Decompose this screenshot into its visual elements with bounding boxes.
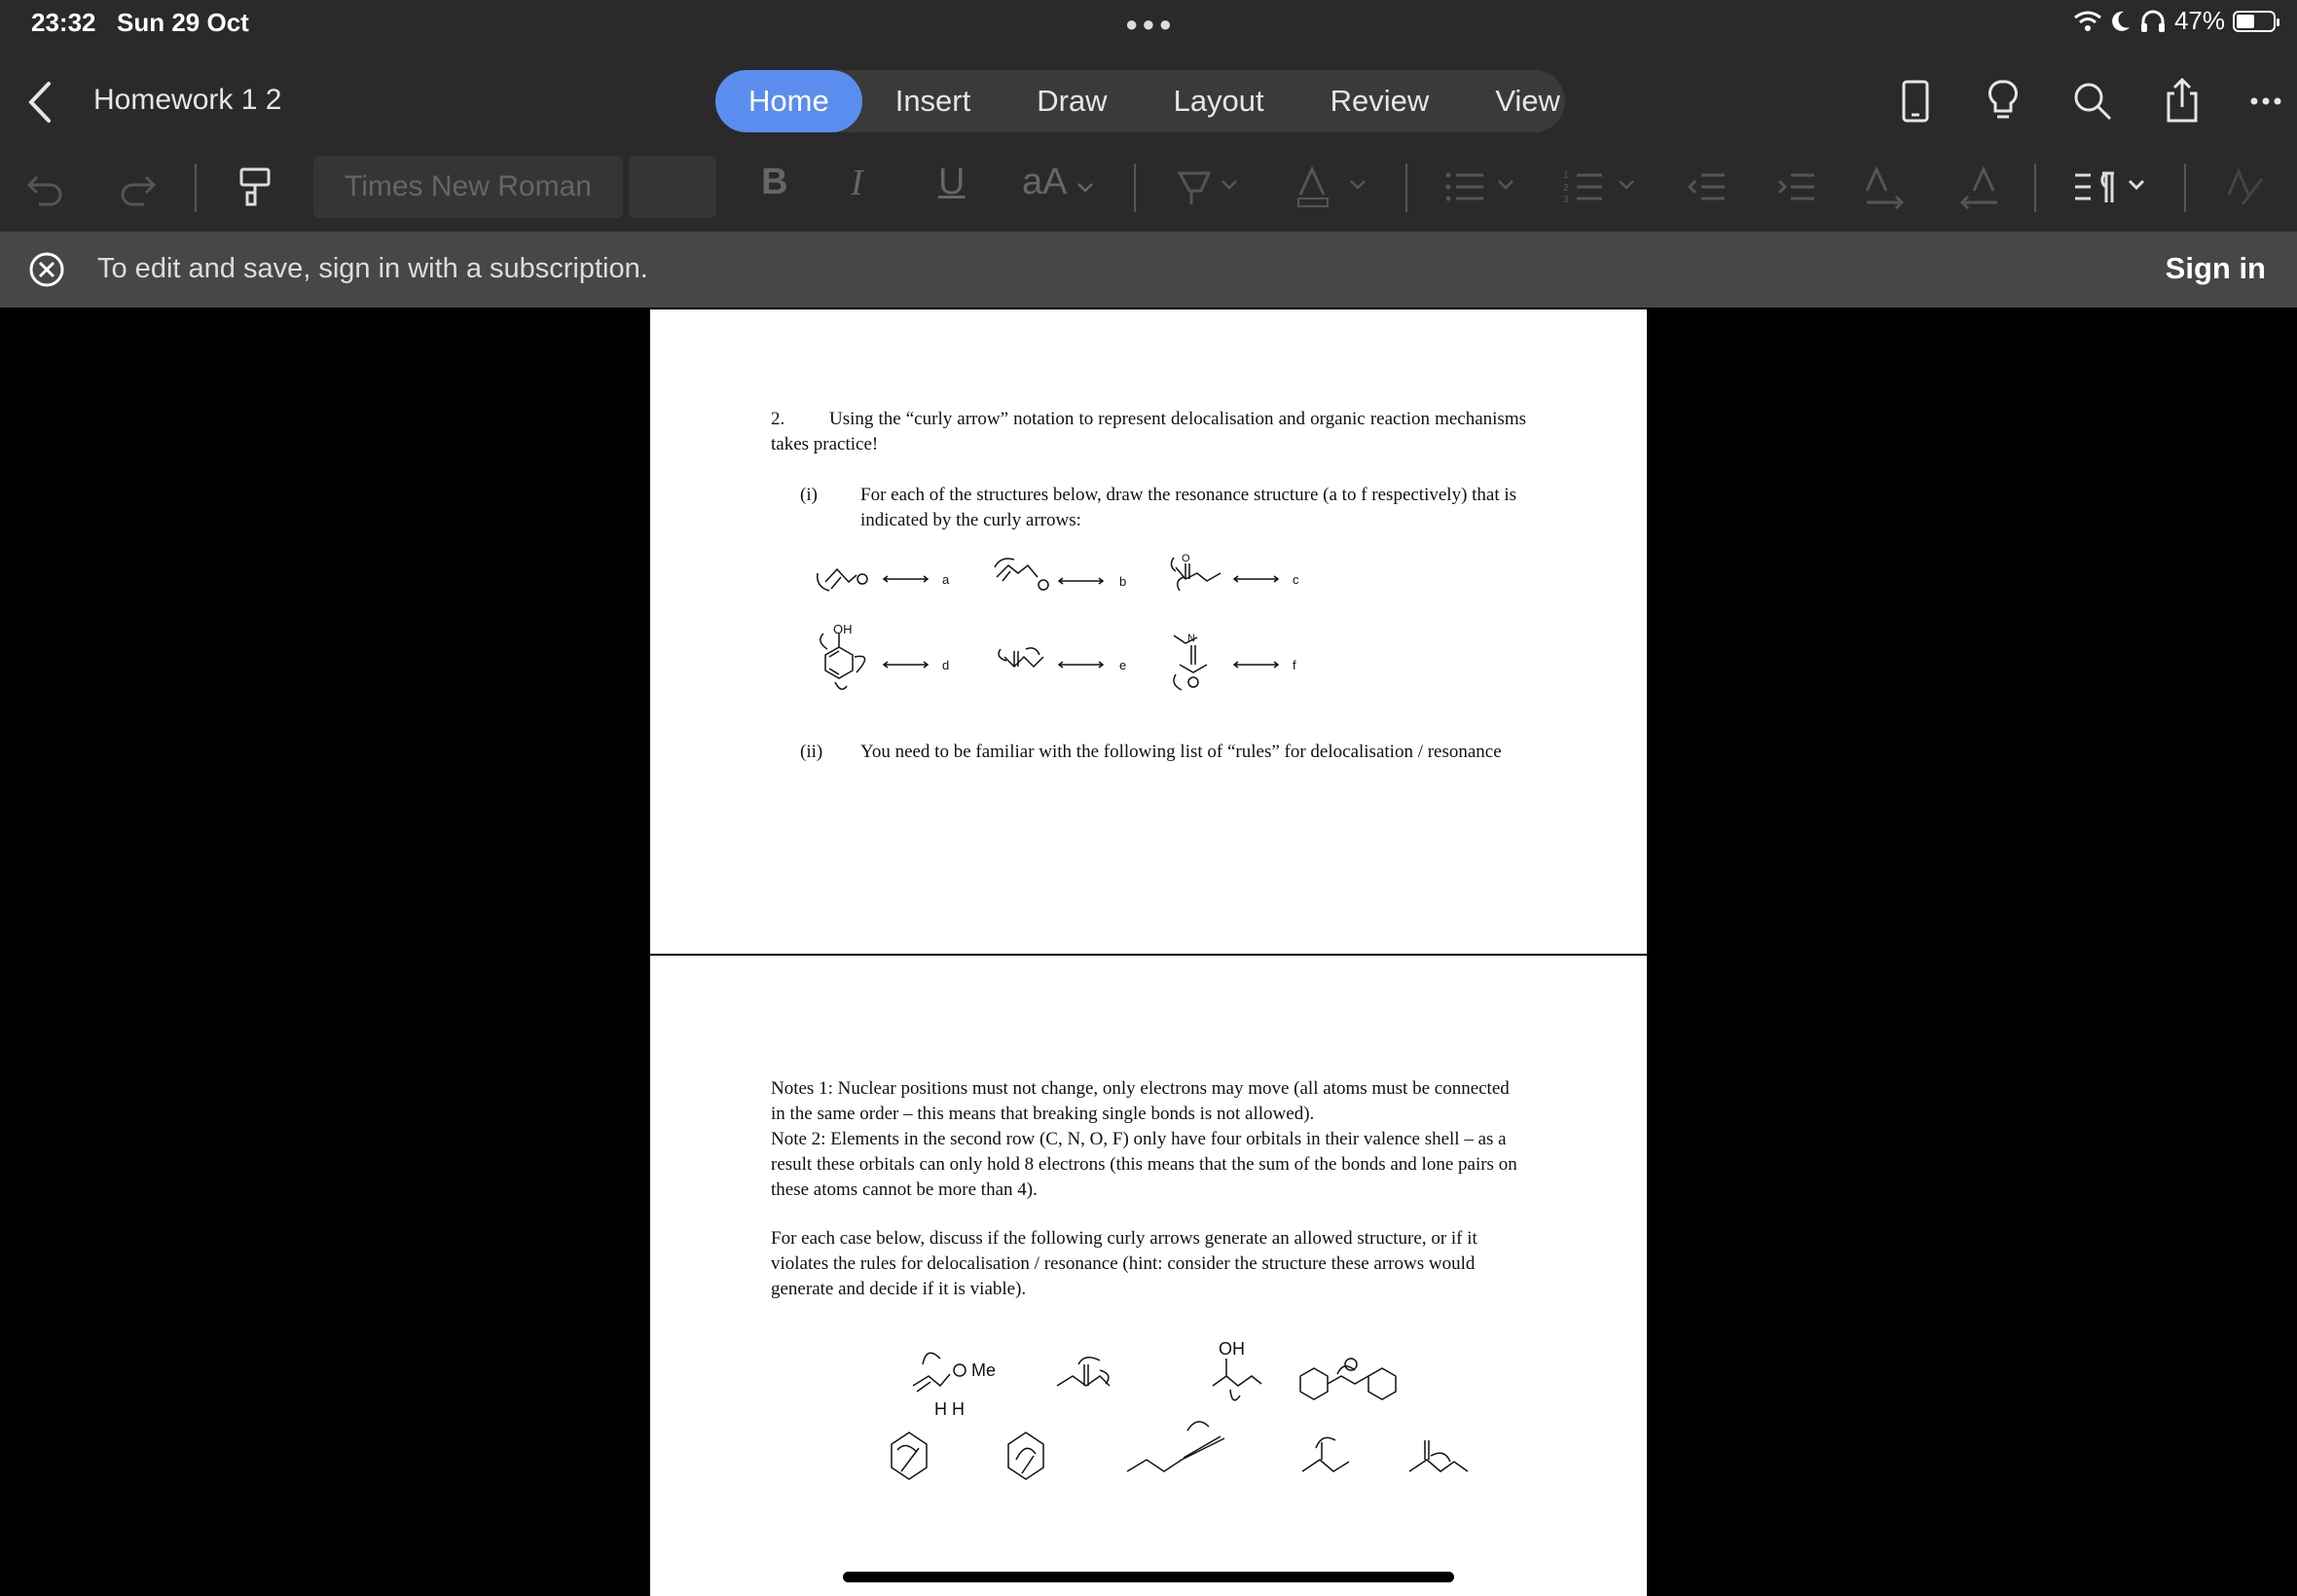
resonance-structures [806, 548, 1390, 704]
part-ii-text: You need to be familiar with the following list of “rules” for delocalisation / resonance [860, 742, 1502, 762]
font-size-box[interactable] [629, 156, 716, 218]
paragraph-marks-icon[interactable] [2071, 165, 2149, 210]
part-i-label: (i) [800, 485, 818, 505]
instruction-text: For each case below, discuss if the following curly arrows generate an allowed structure, or if it violates the rules for delocalisation / resonance (hint: consider the structure these arrows would generate and decide if it is viable). [771, 1228, 1477, 1299]
highlight-icon[interactable] [1176, 165, 1244, 210]
question-text: Using the “curly arrow” notation to represent delocalisation and organic reaction mechanisms takes practice! [771, 409, 1526, 454]
part-ii-label: (ii) [800, 742, 823, 762]
label-d: d [942, 658, 950, 672]
tab-layout[interactable]: Layout [1173, 84, 1264, 118]
subscription-banner [0, 232, 2297, 308]
question-number: 2. [771, 409, 785, 429]
svg-text:3: 3 [1563, 195, 1569, 205]
status-bar [0, 0, 2297, 49]
wifi-icon [2073, 10, 2102, 33]
tab-view[interactable]: View [1495, 84, 1560, 118]
label-a: a [942, 572, 950, 587]
notes-2: Note 2: Elements in the second row (C, N, O, F) only have four orbitals in their valence shell – as a result these orbitals can only hold 8 electrons (this means that the sum of the bonds and lone pairs on these atoms cannot be more than 4). [771, 1129, 1517, 1200]
o-label: O [1182, 553, 1190, 564]
font-color-icon[interactable] [1294, 165, 1372, 210]
document-page-1 [650, 309, 1647, 954]
document-page-2 [650, 956, 1647, 1596]
document-title[interactable]: Homework 1 2 [93, 84, 282, 116]
label-b: b [1119, 574, 1127, 589]
font-name-box[interactable]: Times New Roman [313, 156, 623, 218]
italic-button[interactable]: I [851, 163, 863, 203]
lightbulb-icon[interactable] [1984, 76, 2023, 127]
oh-label-2: OH [1219, 1339, 1245, 1359]
share-icon[interactable] [2161, 76, 2204, 127]
n-label: N [1187, 633, 1195, 644]
more-icon[interactable] [2248, 76, 2287, 127]
tab-insert[interactable]: Insert [894, 84, 971, 118]
oh-label: OH [833, 622, 853, 636]
bold-button[interactable]: B [761, 162, 788, 202]
ribbon-tabs [715, 70, 1565, 132]
back-chevron-icon[interactable] [21, 78, 60, 127]
label-f: f [1293, 658, 1296, 672]
tab-review[interactable]: Review [1330, 84, 1430, 118]
search-icon[interactable] [2071, 76, 2114, 127]
rule-check-structures [796, 1325, 1497, 1510]
underline-button[interactable]: U [938, 162, 966, 202]
me-label: Me [971, 1360, 997, 1380]
headphones-icon [2139, 10, 2167, 33]
undo-icon[interactable] [23, 165, 68, 210]
home-indicator[interactable] [843, 1572, 1454, 1582]
multitasking-dots[interactable]: ●●● [1125, 12, 1176, 36]
bullets-icon[interactable] [1444, 165, 1522, 210]
format-painter-icon[interactable] [237, 165, 273, 210]
part-i-text: For each of the structures below, draw the resonance structure (a to f respectively) that is indicated by the curly arrows: [860, 485, 1517, 530]
battery-percent: 47% [2173, 6, 2225, 35]
sign-in-link[interactable]: Sign in [2165, 251, 2266, 285]
banner-message: To edit and save, sign in with a subscription. [97, 253, 648, 284]
status-date: Sun 29 Oct [117, 8, 249, 37]
svg-text:1: 1 [1563, 170, 1569, 181]
status-time: 23:32 [31, 8, 96, 37]
text-size-button[interactable]: aA [1022, 162, 1068, 202]
notes-1: Notes 1: Nuclear positions must not change, only electrons may move (all atoms must be connected in the same order – this means that breaking single bonds is not allowed). [771, 1078, 1510, 1124]
status-icons [2073, 6, 2276, 36]
tab-home[interactable]: Home [715, 70, 862, 132]
chevron-down-icon[interactable] [1076, 181, 1094, 195]
increase-indent-icon[interactable] [1775, 165, 1820, 210]
tab-draw[interactable]: Draw [1037, 84, 1108, 118]
redo-icon[interactable] [115, 165, 160, 210]
clear-formatting-icon[interactable] [2223, 165, 2268, 210]
label-e: e [1119, 658, 1127, 672]
rtl-text-icon[interactable] [1954, 165, 2003, 210]
decrease-indent-icon[interactable] [1686, 165, 1731, 210]
title-actions [1888, 76, 2297, 127]
battery-icon [2233, 11, 2276, 32]
mobile-view-icon[interactable] [1898, 76, 1933, 127]
label-c: c [1293, 572, 1299, 587]
moon-icon [2110, 10, 2132, 33]
ltr-text-icon[interactable] [1863, 165, 1912, 210]
hh-label: H H [934, 1399, 965, 1419]
svg-text:2: 2 [1563, 183, 1569, 194]
close-icon[interactable] [28, 251, 65, 288]
numbering-icon[interactable] [1563, 165, 1641, 210]
